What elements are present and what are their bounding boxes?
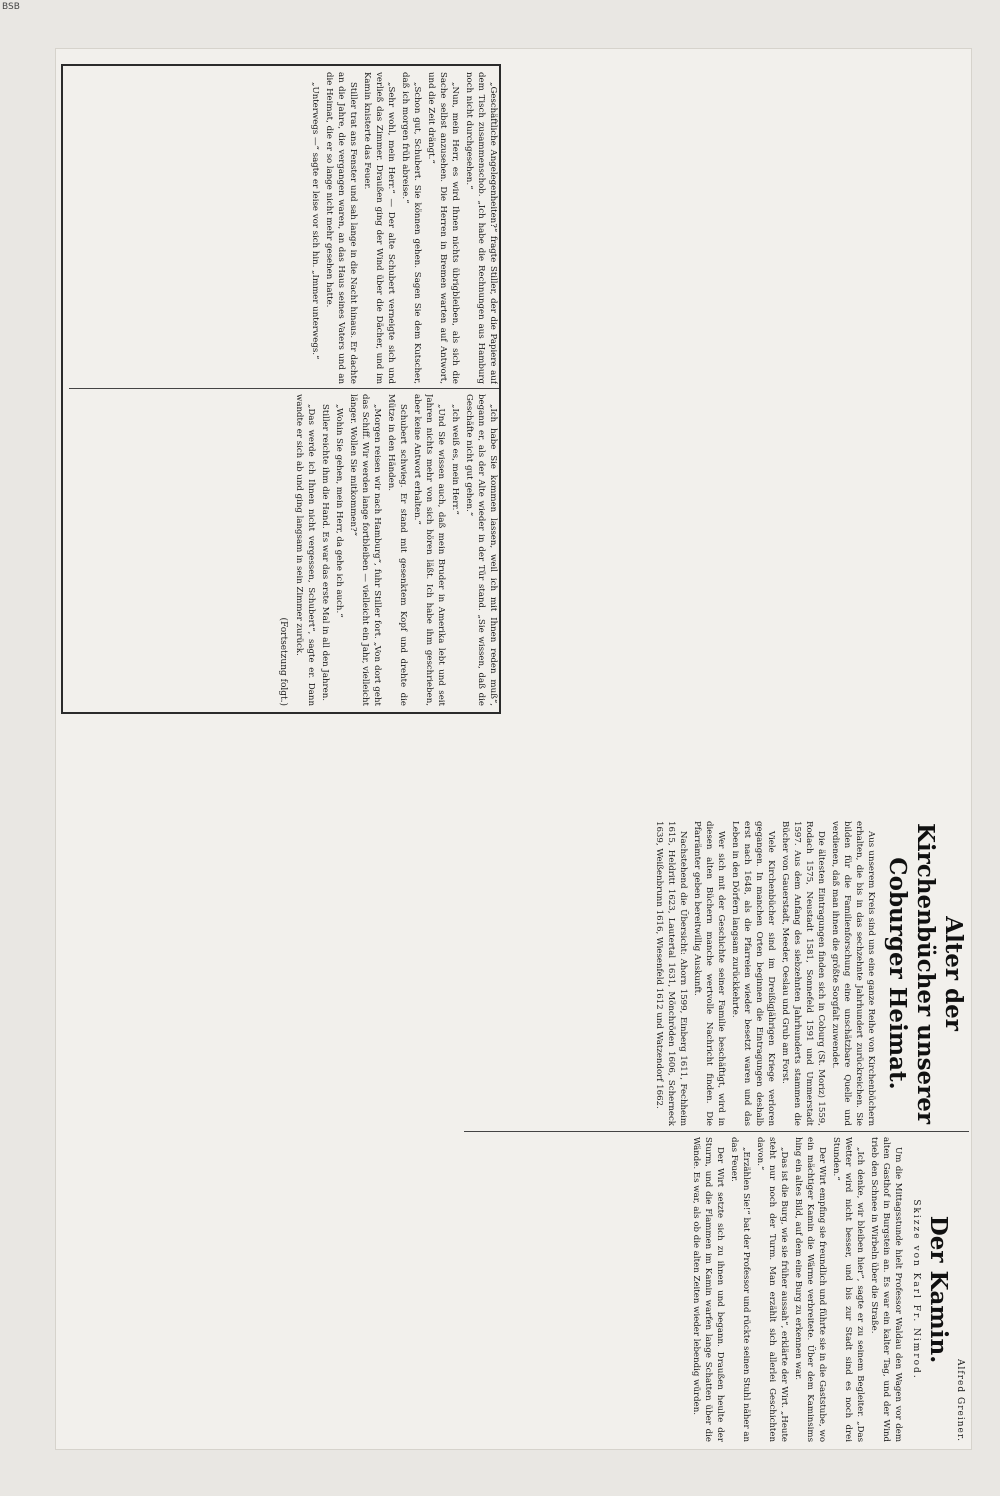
column-rule (69, 388, 499, 389)
article-paragraph: „Erzählen Sie!“ bat der Professor und rückte seinen Stuhl näher an das Feuer. (729, 1137, 751, 1442)
article-paragraph: Der Wirt empfing sie freundlich und führte sie in die Gaststube, wo ein mächtiger Kamin die Wärme verbreitete. Über dem Kaminsims hing ein altes Bild, auf dem eine Burg zu erkennen war. (793, 1137, 827, 1442)
column-rule (464, 1131, 969, 1132)
story-paragraph: „Schon gut, Schubert. Sie können gehen. Sagen Sie dem Kutscher, daß ich morgen früh abreise.“ (400, 72, 422, 384)
story-paragraph: „Wohin Sie gehen, mein Herr, da gehe ich auch.“ (334, 404, 344, 618)
article-paragraph: Nachstehend die Übersicht: Ahorn 1599, Einberg 1611, Fechheim 1615, Heldritt 1623, Lautertal 1631, Mönchröden 1606, Scherneck 1639, Weißenbrunn 1616, Wiesenfeld 1612 und Watzendorf 1662. (654, 821, 688, 1126)
article-kirchenbuecher (464, 821, 969, 1126)
story-frame (61, 64, 501, 714)
story-paragraph: „Das werde ich Ihnen nicht vergessen, Schubert“, sagte er. Dann wandte er sich ab und ging langsam in sein Zimmer zurück. (294, 394, 316, 706)
story-paragraph: „Ich weiß es, mein Herr.“ (450, 404, 460, 515)
story-rotated-block (63, 66, 499, 712)
author-signature: Alfred Greiner. (955, 1359, 965, 1442)
story-paragraph: „Und Sie wissen auch, daß mein Bruder in Amerika lebt und seit Jahren nichts mehr von sich hören läßt. Ich habe ihm geschrieben, aber keine Antwort erhalten.“ (412, 394, 446, 706)
article-der-kamin (464, 1137, 969, 1442)
article-paragraph: Um die Mittagsstunde hielt Professor Waldau den Wagen vor dem alten Gasthof in Burgstein an. Es war ein kalter Tag, und der Wind trieb den Schnee in Wirbeln über die Straße. (869, 1137, 903, 1442)
newspaper-page (55, 48, 972, 1450)
story-column-2 (69, 394, 499, 706)
story-paragraph: „Unterwegs —“ sagte er leise vor sich hin. „Immer unterwegs.“ (310, 82, 320, 360)
continuation-note: (Fortsetzung folgt.) (278, 617, 288, 706)
story-column-1 (69, 72, 499, 384)
story-paragraph: „Nun, mein Herr, es wird Ihnen nichts übrigbleiben, als sich die Sache selbst anzusehen. Die Herren in Bremen warten auf Antwort, und die Zeit drängt.“ (426, 72, 460, 384)
story-paragraph: Schubert schwieg. Er stand mit gesenktem Kopf und drehte die Mütze in den Händen. (386, 394, 408, 706)
article-paragraph: „Ich denke, wir bleiben hier“, sagte er zu seinem Begleiter. „Das Wetter wird nicht besser, und bis zur Stadt sind es noch drei Stunden.“ (831, 1137, 865, 1442)
article-headline: Der Kamin. (925, 1215, 952, 1364)
story-paragraph: Stiller trat ans Fenster und sah lange in die Nacht hinaus. Er dachte an die Jahre, die vergangen waren, an das Haus seines Vaters und an die Heimat, die er so lange nicht mehr gesehen hatte. (324, 72, 358, 384)
article-paragraph: Die ältesten Eintragungen finden sich in Coburg (St. Moriz) 1559, Rodach 1575, Neustadt 1581, Sonnefeld 1591 und Ummerstadt 1597. Aus dem Anfang des siebzehnten Jahrhunderts stammen die Bücher von Gauerstadt, Meeder, Oeslau und Grub am Forst. (780, 821, 826, 1126)
article-paragraph: Wer sich mit der Geschichte seiner Familie beschäftigt, wird in diesen alten Büchern manche wertvolle Nachricht finden. Die Pfarrämter geben bereitwillig Auskunft. (692, 821, 726, 1126)
story-paragraph: „Sehr wohl, mein Herr.“ — Der alte Schubert verneigte sich und verließ das Zimmer. Draußen ging der Wind über die Dächer, und im Kamin knisterte das Feuer. (362, 72, 396, 384)
story-paragraph: Stiller reichte ihm die Hand. Es war das erste Mal in all den Jahren. (320, 404, 330, 701)
story-paragraph: „Geschäftliche Angelegenheiten?“ fragte Stiller, der die Papiere auf dem Tisch zusammenschob. „Ich habe die Rechnungen aus Hamburg noch nicht durchgesehen.“ (464, 72, 498, 384)
article-paragraph: Der Wirt setzte sich zu ihnen und begann. Draußen heulte der Sturm, und die Flammen im Kamin warfen lange Schatten über die Wände. Es war, als ob die alten Zeiten wieder lebendig würden. (691, 1137, 725, 1442)
articles-rotated-block (459, 817, 969, 1447)
library-stamp: BSB (2, 2, 20, 12)
article-byline: Skizze von Karl Fr. Nimrod. (911, 1199, 921, 1380)
story-paragraph: „Ich habe Sie kommen lassen, weil ich mit Ihnen reden muß“, begann er, als der Alte wieder in der Tür stand. „Sie wissen, daß die Geschäfte nicht gut gehen.“ (464, 394, 498, 706)
story-paragraph: „Morgen reisen wir nach Hamburg“, fuhr Stiller fort. „Von dort geht das Schiff. Wir werden lange fortbleiben — vielleicht ein Jahr, vielleicht länger. Wollen Sie mitkommen?“ (348, 394, 382, 706)
article-paragraph: Aus unserem Kreis sind uns eine ganze Reihe von Kirchenbüchern erhalten, die bis in das sechzehnte Jahrhundert zurückreichen. Sie bilden für die Familienforschung eine unschätzbare Quelle und verdienen, daß man ihnen die größte Sorgfalt zuwendet. (830, 821, 876, 1126)
article-headline: Alter der Kirchenbücher unserer Coburger Heimat. (884, 822, 967, 1125)
article-paragraph: „Das ist die Burg, wie sie früher aussah“, erklärte der Wirt. „Heute steht nur noch der Turm. Man erzählt sich allerlei Geschichten davon.“ (755, 1137, 789, 1442)
article-paragraph: Viele Kirchenbücher sind im Dreißigjährigen Kriege verloren gegangen. In manchen Orten beginnen die Eintragungen deshalb erst nach 1648, als die Pfarreien wieder besetzt waren und das Leben in den Dörfern langsam zurückkehrte. (730, 821, 776, 1126)
